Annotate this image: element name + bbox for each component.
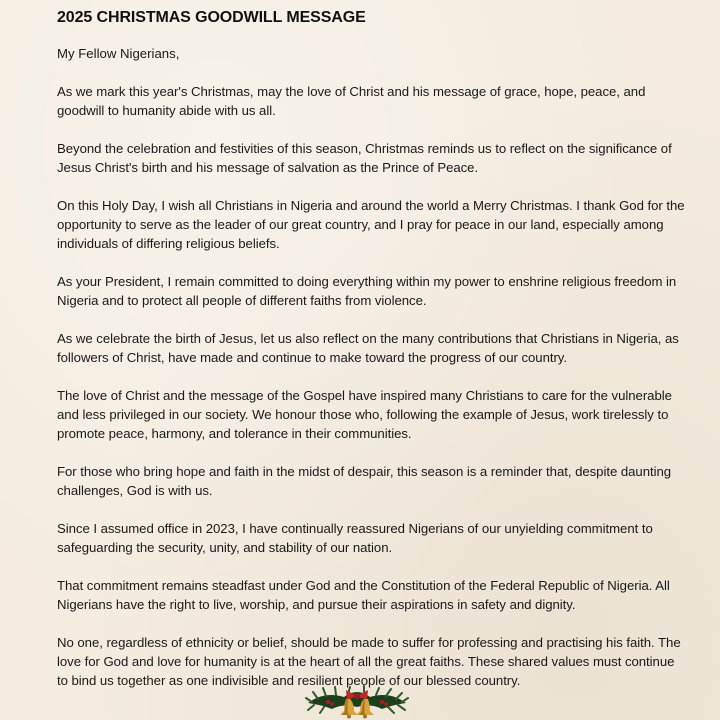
letter-body bbox=[57, 8, 687, 709]
paragraph-4: As your President, I remain committed to doing everything within my power to enshrine religious freedom in Nigeria and to protect all people of different faiths from violence. bbox=[57, 274, 677, 308]
pine-garland bbox=[306, 686, 408, 713]
paragraph-9: That commitment remains steadfast under God and the Constitution of the Federal Republic of Nigeria. All Nigerians have the right to live, worship, and pursue their aspirations in safety and dignity. bbox=[57, 578, 670, 612]
salutation: My Fellow Nigerians, bbox=[57, 46, 180, 61]
paragraph-5: As we celebrate the birth of Jesus, let us also reflect on the many contributions that Christians in Nigeria, as followers of Christ, have made and continue to make toward the progress of our country. bbox=[57, 331, 679, 365]
paragraph-10: No one, regardless of ethnicity or belief, should be made to suffer for professing and practising his faith. The love for God and love for humanity is at the heart of all the great faiths. These shared values must continue to bind us together as one indivisible and resilient people of our blessed country. bbox=[57, 635, 681, 688]
paragraph-7: For those who bring hope and faith in the midst of despair, this season is a reminder that, despite daunting challenges, God is with us. bbox=[57, 464, 672, 498]
paragraph-2: Beyond the celebration and festivities of this season, Christmas reminds us to reflect on the significance of Jesus Christ's birth and his message of salvation as the Prince of Peace. bbox=[57, 141, 672, 175]
christmas-wreath-bells-icon bbox=[304, 683, 410, 720]
paragraph-8: Since I assumed office in 2023, I have continually reassured Nigerians of our unyielding commitment to safeguarding the security, unity, and stability of our nation. bbox=[57, 521, 653, 555]
paragraph-3: On this Holy Day, I wish all Christians in Nigeria and around the world a Merry Christmas. I thank God for the opportunity to serve as the leader of our great country, and I pray for peace in our land, especially among individuals of differing religious beliefs. bbox=[57, 198, 685, 251]
page-title: 2025 CHRISTMAS GOODWILL MESSAGE bbox=[57, 9, 366, 26]
paragraph-6: The love of Christ and the message of the Gospel have inspired many Christians to care for the vulnerable and less privileged in our society. We honour those who, following the example of Jesus, work tirelessly to promote peace, harmony, and tolerance in their communities. bbox=[57, 388, 672, 441]
paragraph-1: As we mark this year's Christmas, may the love of Christ and his message of grace, hope, peace, and goodwill to humanity abide with us all. bbox=[57, 84, 646, 118]
